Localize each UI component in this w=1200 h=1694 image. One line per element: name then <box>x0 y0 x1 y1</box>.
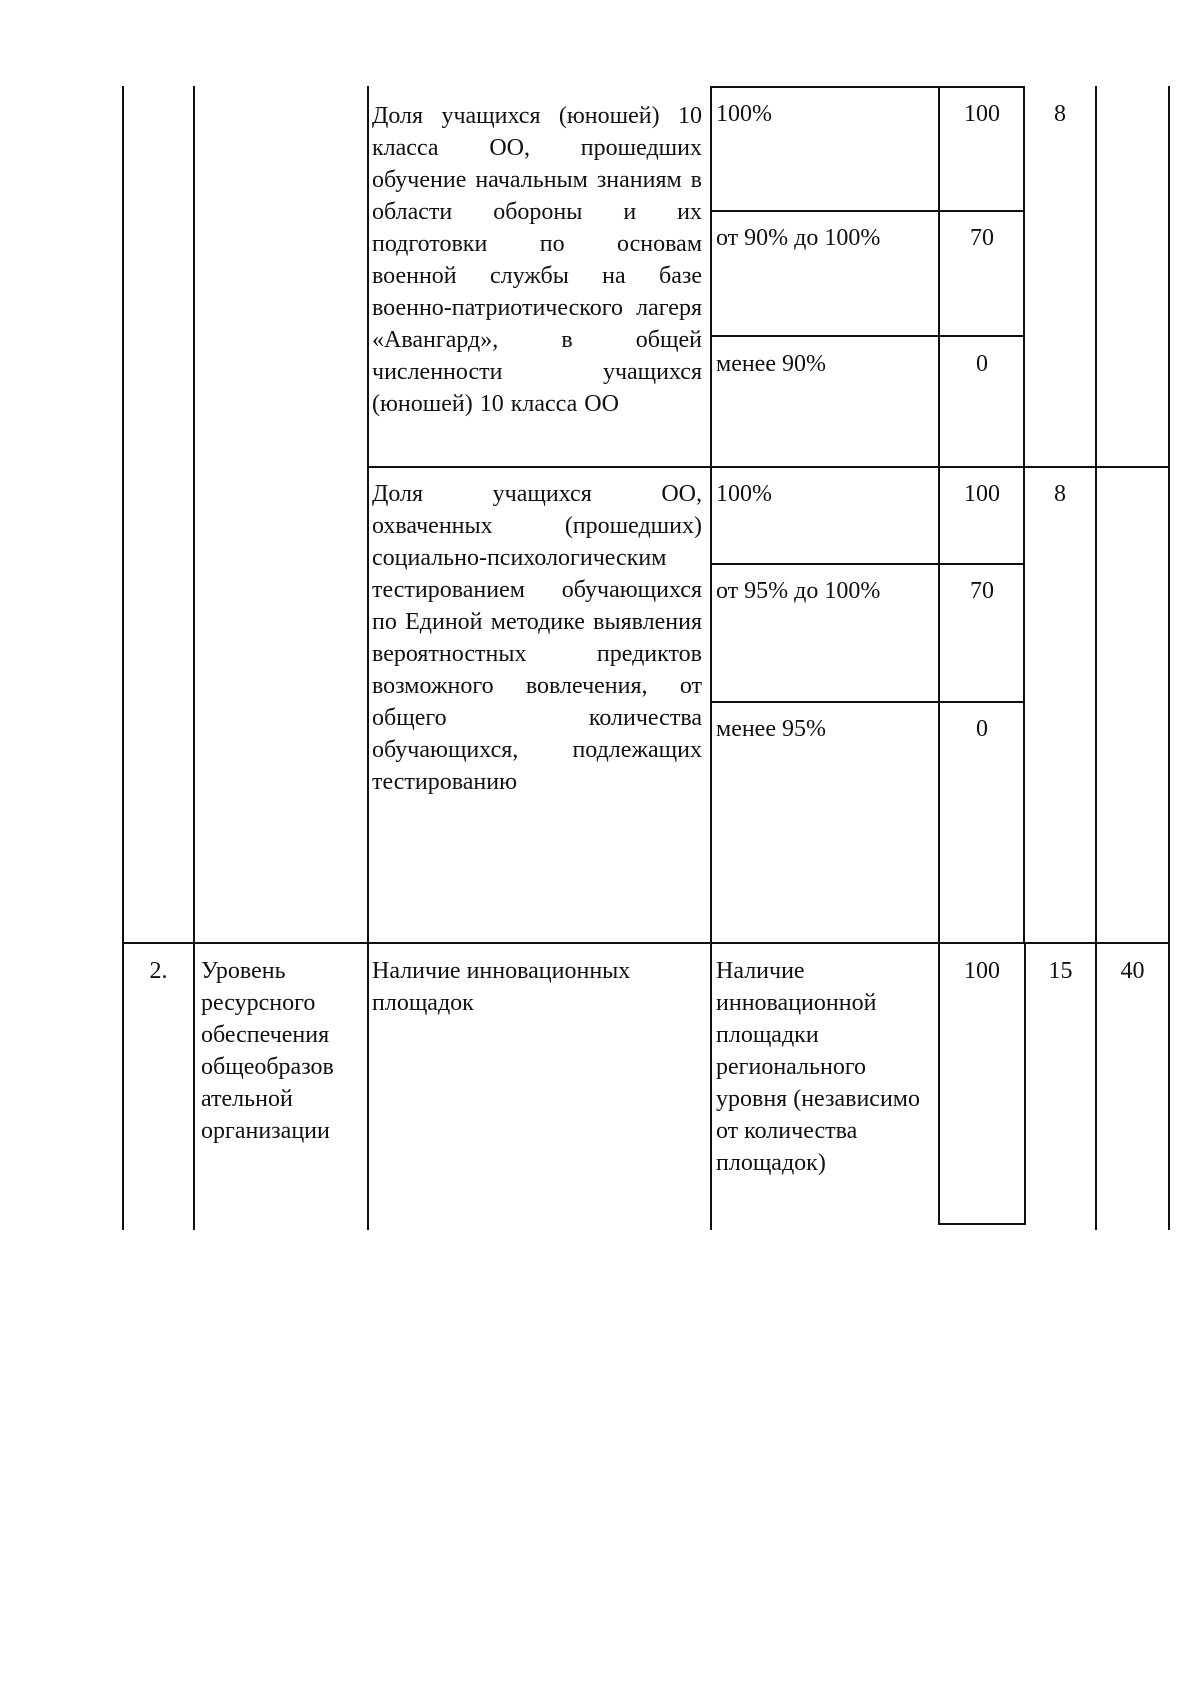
indicator-2-text: Доля учащихся ОО, охваченных (прошедших) социально-психологическим тестированием обучающихся по Единой методике выявления вероятностных предиктов возможного вовлечения, от общего количества обучающихся, подлежащих тестированию <box>372 481 702 795</box>
indicator-1-score-3: 0 <box>976 351 988 377</box>
section-2-score: 100 <box>964 958 1000 984</box>
section-2-title: Уровень ресурсного обеспечения общеобразов ательной организации <box>201 958 334 1144</box>
indicator-1-criterion-1: 100% <box>716 101 772 127</box>
indicator-2-score-3: 0 <box>976 716 988 742</box>
indicator-1-criterion-3: менее 90% <box>716 351 826 377</box>
section-2-criterion: Наличие инновационной площадки регионального уровня (независимо от количества площадок) <box>716 958 920 1176</box>
indicator-1-text: Доля учащихся (юношей) 10 класса ОО, прошедших обучение начальным знаниям в области обороны и их подготовки по основам военной службы на базе военно-патриотического лагеря «Авангард», в общей численности учащихся (юношей) 10 класса ОО <box>372 103 702 417</box>
section-2-indicator: Наличие инновационных площадок <box>372 958 631 1016</box>
section-2-weight: 15 <box>1048 958 1073 984</box>
indicator-2-criterion-3: менее 95% <box>716 716 826 742</box>
indicator-2-score-1: 100 <box>964 481 1000 507</box>
indicator-2-criterion-1: 100% <box>716 481 772 507</box>
indicator-1-criterion-2: от 90% до 100% <box>716 225 881 251</box>
indicator-2-score-2: 70 <box>970 578 994 604</box>
indicator-1-score-1: 100 <box>964 101 1000 127</box>
indicator-2-criterion-2: от 95% до 100% <box>716 578 881 604</box>
section-2-number: 2. <box>149 958 168 984</box>
indicator-1-score-2: 70 <box>970 225 994 251</box>
indicator-2-weight: 8 <box>1054 481 1066 507</box>
section-2-total: 40 <box>1120 958 1145 984</box>
indicator-1-weight: 8 <box>1054 101 1066 127</box>
